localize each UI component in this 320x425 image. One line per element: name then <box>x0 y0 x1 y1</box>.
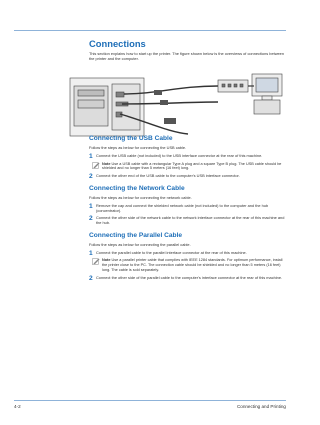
usb-step-2 <box>89 174 285 179</box>
network-intro: Follow the steps as below for connecting the network cable. <box>89 195 192 201</box>
step-text: Connect the USB cable (not included) to the USB interface connector at the rear of this machine. <box>96 152 263 158</box>
note-pencil-icon <box>92 162 100 169</box>
note-text: Use a parallel printer cable that complies with IEEE 1284 standards. For optimum performance, install the printer close to the PC. The connection cable should be shielded and no longer than 5 meters (16 feet) long. The cable is sold separately. <box>102 258 283 273</box>
note-label: Note <box>102 161 111 166</box>
parallel-step-2 <box>89 276 285 281</box>
usb-step-1 <box>89 154 285 159</box>
usb-note <box>89 162 285 172</box>
page-number: 4-2 <box>14 404 21 409</box>
network-heading: Connecting the Network Cable <box>89 185 185 193</box>
step-number: 1 <box>89 249 93 257</box>
step-text: Connect the other side of the parallel cable to the computer's interface connector at the rear of this machine. <box>96 274 283 280</box>
connections-intro: This section explains how to start up the printer. The figure shown below is the overviews of connections between the printer and the computer. <box>89 51 284 61</box>
step-text: Connect the other side of the network cable to the network interface connector at the rear of this machine and the hub. <box>96 214 285 225</box>
step-number: 2 <box>89 274 93 282</box>
step-text: Remove the cap and connect the shielded network cable (not included) to the computer and the hub (concentrator). <box>96 203 269 213</box>
section-title: Connections <box>89 38 146 49</box>
usb-intro: Follow the steps as below for connecting the USB cable. <box>89 144 187 150</box>
chapter-title: Connecting and Printing <box>236 404 286 409</box>
step-number: 2 <box>89 173 93 181</box>
step-text: Connect the parallel cable to the parallel interface connector at the rear of this machine. <box>96 249 247 255</box>
step-number: 2 <box>89 214 93 222</box>
header-rule <box>14 30 286 31</box>
parallel-heading: Connecting the Parallel Cable <box>89 231 183 239</box>
parallel-intro: Follow the steps as below for connecting the parallel cable. <box>89 241 191 247</box>
network-step-2 <box>89 216 285 226</box>
step-number: 1 <box>89 203 93 211</box>
step-number: 1 <box>89 152 93 160</box>
page-content <box>89 38 285 281</box>
usb-heading: Connecting the USB Cable <box>89 134 173 142</box>
footer-rule <box>14 400 286 401</box>
network-step-1 <box>89 204 285 214</box>
note-pencil-icon <box>92 258 100 265</box>
note-text: Use a USB cable with a rectangular Type A plug and a square Type B plug. The USB cable should be shielded and no longer than 5 meters (16 feet) long. <box>102 161 282 171</box>
parallel-step-1 <box>89 251 285 256</box>
step-text: Connect the other end of the USB cable to the computer's USB interface connector. <box>96 173 240 179</box>
note-label: Note <box>102 258 111 263</box>
parallel-note <box>89 258 285 272</box>
